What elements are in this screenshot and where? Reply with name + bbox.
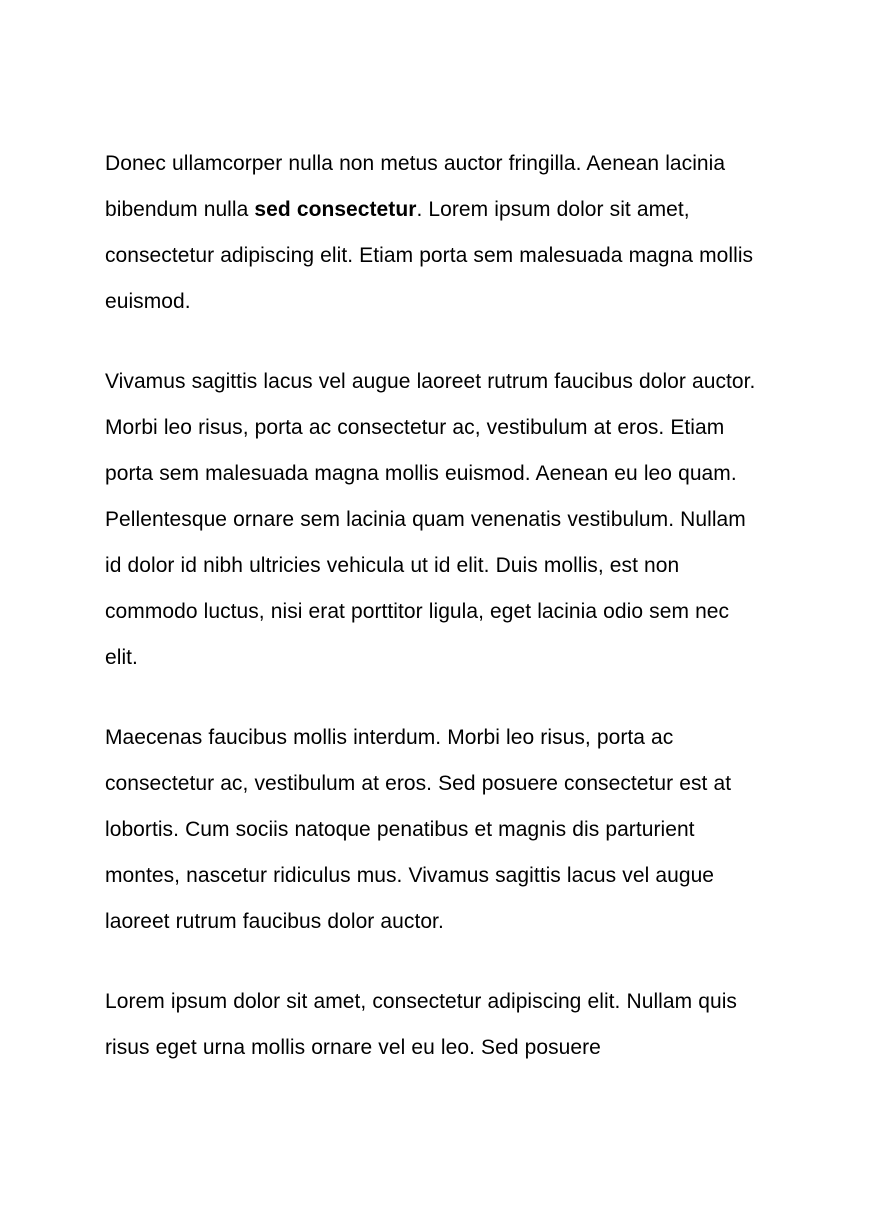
paragraph: Maecenas faucibus mollis interdum. Morbi leo risus, porta ac consectetur ac, vestibulum at eros. Sed posuere consectetur est at lobortis. Cum sociis natoque penatibus et magnis dis parturient montes, nascetur ridiculus mus. Vivamus sagittis lacus vel augue laoreet rutrum faucibus dolor auctor. — [105, 726, 732, 933]
paragraph: Vivamus sagittis lacus vel augue laoreet rutrum faucibus dolor auctor. Morbi leo risus, porta ac consectetur ac, vestibulum at eros. Etiam porta sem malesuada magna mollis euismod. Aenean eu leo quam. Pellentesque ornare sem lacinia quam venenatis vestibulum. Nullam id dolor id nibh ultricies vehicula ut id elit. Duis mollis, est non commodo luctus, nisi erat porttitor ligula, eget lacinia odio sem nec elit. — [105, 370, 756, 669]
paragraph: Donec ullamcorper nulla non metus auctor fringilla. Aenean lacinia bibendum nulla sed consectetur. Lorem ipsum dolor sit amet, consectetur adipiscing elit. Etiam porta sem malesuada magna mollis euismod. — [105, 152, 754, 313]
emphasis-text: sed consectetur — [254, 198, 417, 221]
paragraph: Lorem ipsum dolor sit amet, consectetur adipiscing elit. Nullam quis risus eget urna mollis ornare vel eu leo. Sed posuere — [105, 990, 737, 1059]
document-text-body — [105, 141, 765, 1071]
